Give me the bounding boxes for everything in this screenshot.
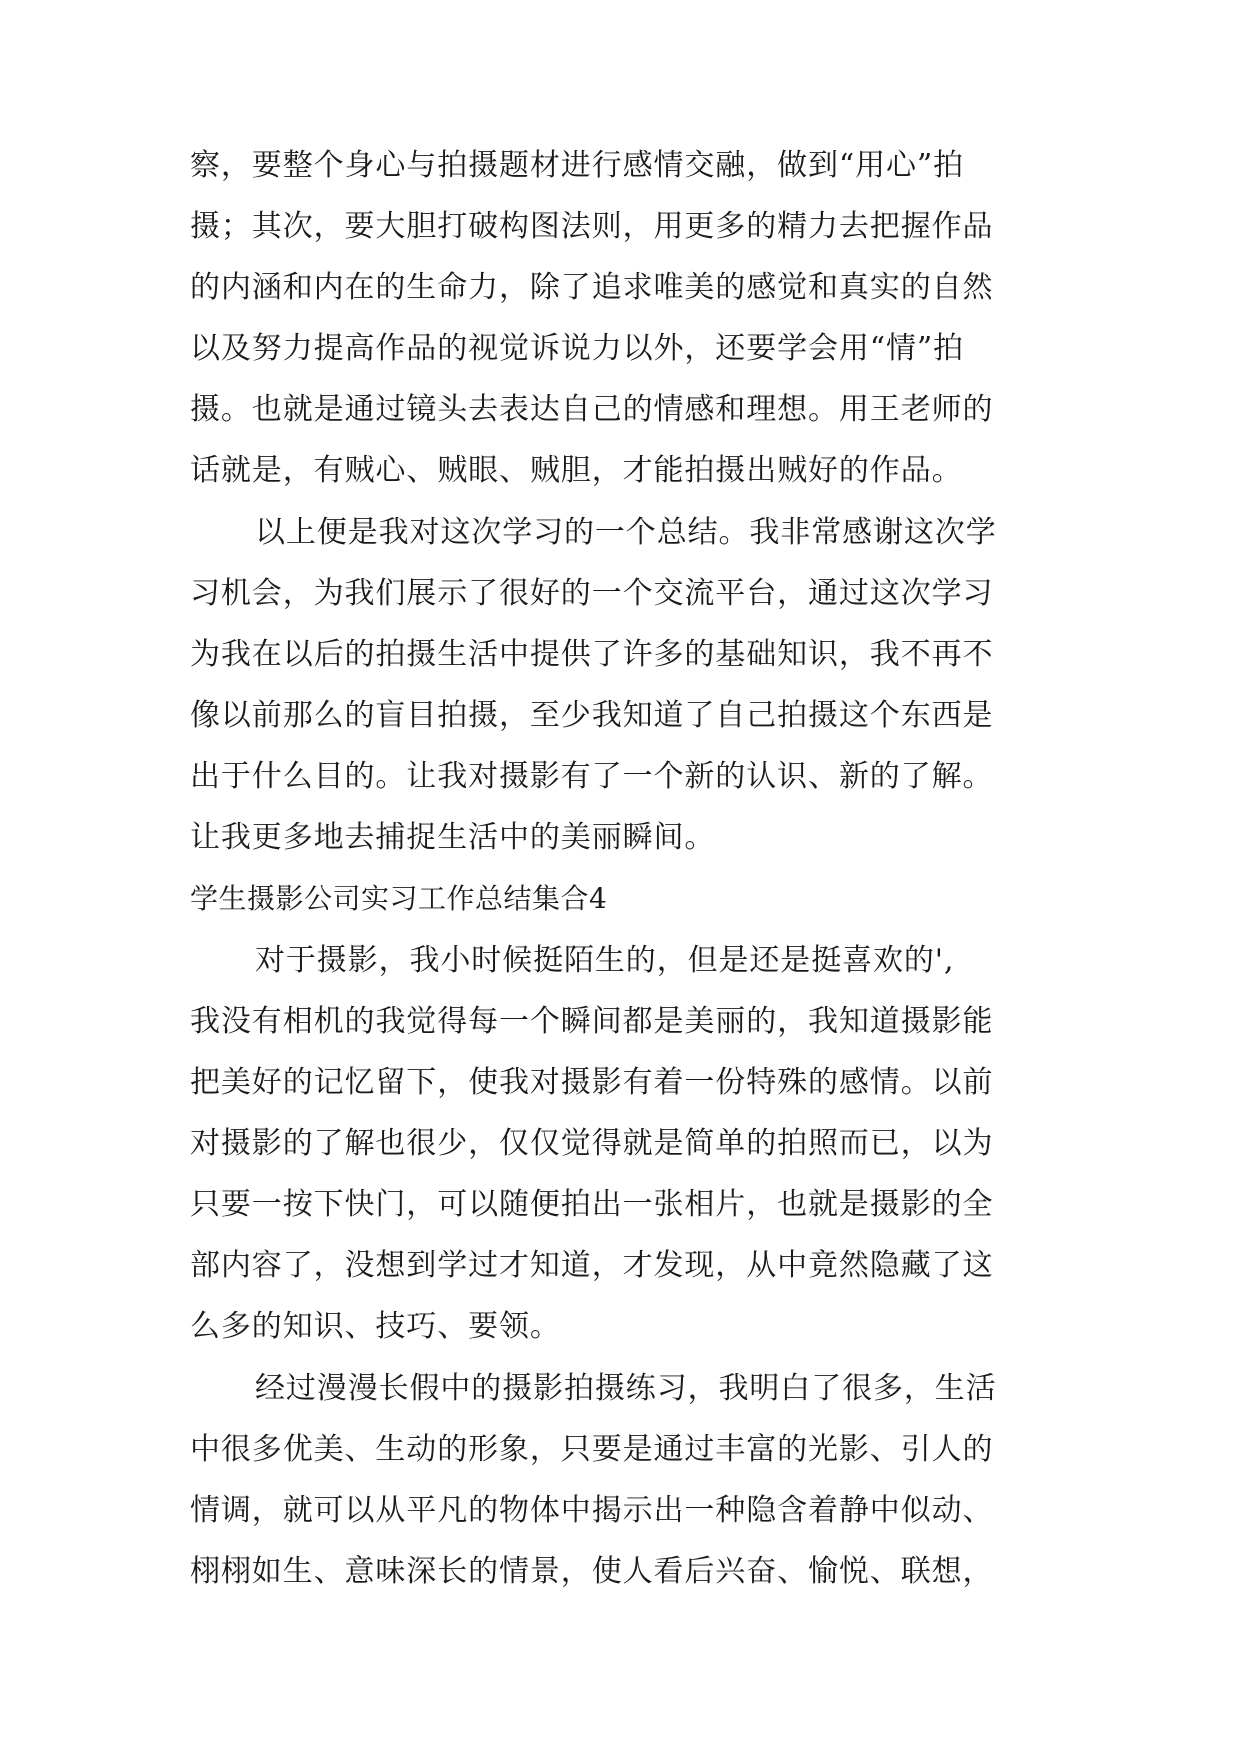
paragraph-2	[190, 502, 1070, 868]
text-line: 把美好的记忆留下，使我对摄影有着一份特殊的感情。以前	[190, 1065, 994, 1100]
text-line: 让我更多地去捕捉生活中的美丽瞬间。	[190, 820, 716, 855]
text-line: 只要一按下快门，可以随便拍出一张相片，也就是摄影的全	[190, 1187, 994, 1222]
text-line: 习机会，为我们展示了很好的一个交流平台，通过这次学习	[190, 576, 994, 611]
text-line: 对于摄影，我小时候挺陌生的，但是还是挺喜欢的',	[255, 943, 955, 978]
section-title: 学生摄影公司实习工作总结集合4	[190, 882, 608, 915]
text-line: 为我在以后的拍摄生活中提供了许多的基础知识，我不再不	[190, 637, 994, 672]
text-line: 对摄影的了解也很少，仅仅觉得就是简单的拍照而已，以为	[190, 1126, 994, 1161]
text-line: 像以前那么的盲目拍摄，至少我知道了自己拍摄这个东西是	[190, 698, 994, 733]
paragraph-4	[190, 1358, 1070, 1602]
paragraph-1	[190, 135, 1070, 501]
text-line: 我没有相机的我觉得每一个瞬间都是美丽的，我知道摄影能	[190, 1004, 994, 1039]
text-line: 部内容了，没想到学过才知道，才发现，从中竟然隐藏了这	[190, 1248, 994, 1283]
text-line: 以及努力提高作品的视觉诉说力以外，还要学会用“情”拍	[190, 331, 965, 366]
text-line: 摄；其次，要大胆打破构图法则，用更多的精力去把握作品	[190, 209, 994, 244]
text-line: 的内涵和内在的生命力，除了追求唯美的感觉和真实的自然	[190, 270, 994, 305]
paragraph-3	[190, 930, 1070, 1357]
section-heading	[190, 868, 1070, 929]
text-line: 话就是，有贼心、贼眼、贼胆，才能拍摄出贼好的作品。	[190, 453, 963, 488]
text-line: 察，要整个身心与拍摄题材进行感情交融，做到“用心”拍	[190, 148, 965, 183]
text-line: 中很多优美、生动的形象，只要是通过丰富的光影、引人的	[190, 1432, 994, 1467]
text-line: 以上便是我对这次学习的一个总结。我非常感谢这次学	[255, 515, 997, 550]
text-line: 栩栩如生、意味深长的情景，使人看后兴奋、愉悦、联想，	[190, 1554, 994, 1589]
text-line: 出于什么目的。让我对摄影有了一个新的认识、新的了解。	[190, 759, 994, 794]
text-line: 摄。也就是通过镜头去表达自己的情感和理想。用王老师的	[190, 392, 994, 427]
text-line: 情调，就可以从平凡的物体中揭示出一种隐含着静中似动、	[190, 1493, 994, 1528]
text-line: 么多的知识、技巧、要领。	[190, 1309, 561, 1344]
text-line: 经过漫漫长假中的摄影拍摄练习，我明白了很多，生活	[255, 1371, 997, 1406]
